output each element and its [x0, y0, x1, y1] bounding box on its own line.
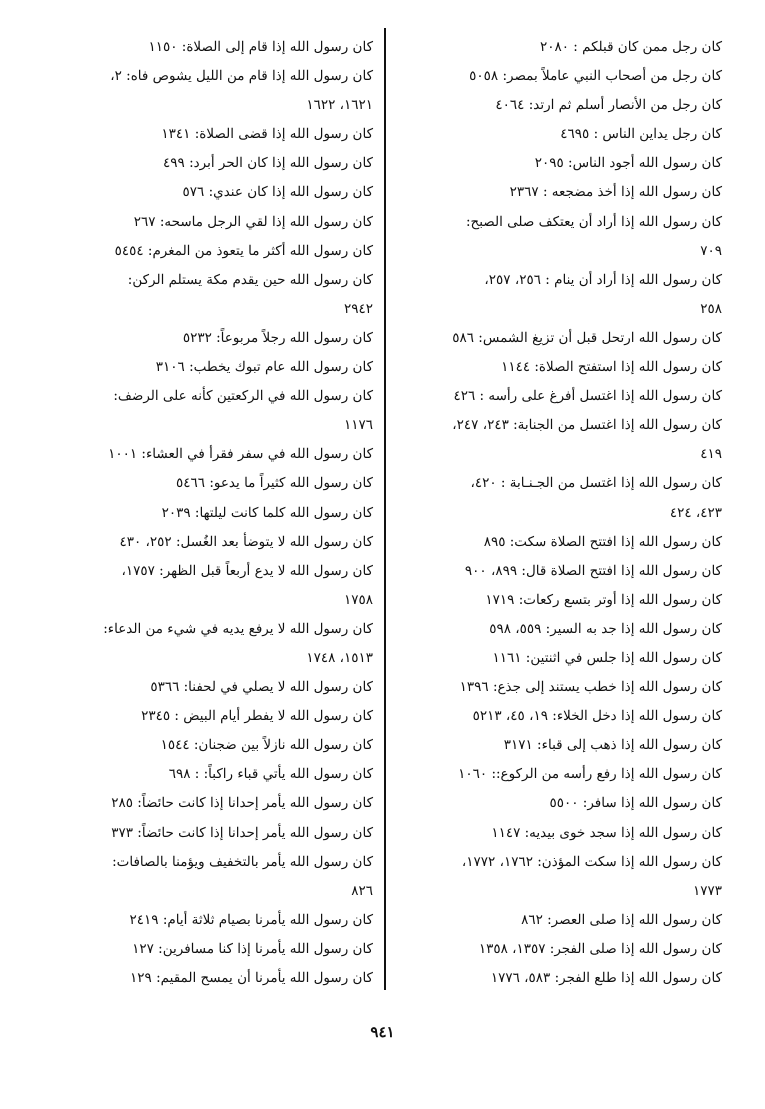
index-entry: كان رجل يداين الناس : ٤٦٩٥ [560, 126, 722, 143]
index-entry: كان رسول الله إذا لقي الرجل ماسحه: ٢٦٧ [133, 213, 373, 230]
index-entry: كان رسول الله إذا قضى الصلاة: ١٣٤١ [161, 126, 373, 143]
index-entry: ١١٧٦ [343, 417, 373, 434]
index-entry: كان رسول الله إذا طلع الفجر: ٥٨٣، ١٧٧٦ [490, 970, 722, 986]
index-entry: ١٦٢١، ١٦٢٢ [306, 97, 373, 114]
page-number: ٩٤١ [370, 1023, 395, 1041]
index-entry: كان رسول الله إذا أراد أن يعتكف صلى الصبح: [465, 213, 722, 230]
index-entry: كان رسول الله إذا رفع رأسه من الركوع:: ١٠٦٠ [458, 766, 722, 783]
index-entry: كان رسول الله رجلاً مربوعاً: ٥٢٣٢ [182, 329, 373, 346]
index-entry: كان رسول الله إذا اغتسل من الجنابة: ٢٤٣، ٢٤٧، [452, 417, 722, 434]
index-entry: كان رسول الله يأمرنا بصيام ثلاثة أيام: ٢٤١٩ [129, 911, 373, 928]
index-entry: كان رسول الله إذا سافر: ٥٥٠٠ [549, 795, 722, 812]
index-entry: كان رسول الله إذا افتتح الصلاة قال: ٨٩٩، ٩٠٠ [464, 562, 722, 579]
index-entry: كان رسول الله حين يقدم مكة يستلم الركن: [127, 271, 373, 288]
index-entry: كان رسول الله لا يتوضأ بعد الغُسل: ٢٥٢، ٤٣٠ [119, 533, 373, 550]
index-entry: كان رسول الله عام تبوك يخطب: ٣١٠٦ [155, 359, 373, 376]
index-entry: كان رسول الله إذا كان الحر أبرد: ٤٩٩ [163, 155, 373, 172]
index-entry: كان رسول الله يأمرنا أن يمسح المقيم: ١٢٩ [130, 970, 373, 986]
index-entry: كان رسول الله إذا اغتسل أفرغ على رأسه : ٤٢٦ [453, 388, 722, 405]
index-entry: كان رسول الله كلما كانت ليلتها: ٢٠٣٩ [161, 504, 373, 521]
index-entry: ١٥١٣، ١٧٤٨ [306, 649, 373, 666]
index-entry: ٨٢٦ [351, 882, 373, 899]
index-entry: كان رسول الله إذا افتتح الصلاة سكت: ٨٩٥ [483, 533, 722, 550]
index-entry: ١٧٧٣ [692, 882, 722, 899]
index-entry: كان رسول الله إذا سجد خوى بيديه: ١١٤٧ [491, 824, 722, 841]
index-entry: كان رسول الله إذا اغتسل من الجـنـابة : ٤٢٠، [470, 475, 722, 492]
index-entry: كان رسول الله لا يرفع يديه في شيء من الدعاء: [103, 620, 373, 637]
index-entry: كان رسول الله إذا صلى العصر: ٨٦٢ [521, 911, 722, 928]
index-entry: ٤١٩ [700, 446, 722, 463]
index-entry: كان رسول الله يأمر بالتخفيف ويؤمنا بالصافات: [112, 853, 373, 870]
index-entry: كان رسول الله إذا أوتر بتسع ركعات: ١٧١٩ [485, 591, 722, 608]
index-entry: ٤٢٣، ٤٢٤ [669, 504, 722, 521]
index-entry: كان رسول الله كثيراً ما يدعو: ٥٤٦٦ [176, 475, 373, 492]
index-entry: كان رسول الله يأمرنا إذا كنا مسافرين: ١٢٧ [132, 940, 373, 957]
index-entry: كان رجل ممن كان قبلكم : ٢٠٨٠ [539, 39, 722, 55]
index-entry: كان رسول الله نازلاً بين ضجنان: ١٥٤٤ [160, 737, 373, 754]
index-entry: كان رسول الله إذا أراد أن ينام : ٢٥٦، ٢٥٧، [484, 271, 722, 288]
index-entry: كان رسول الله إذا صلى الفجر: ١٣٥٧، ١٣٥٨ [478, 940, 722, 957]
index-entry: كان رسول الله يأمر إحدانا إذا كانت حائضاً: ٣٧٣ [111, 824, 373, 841]
index-entry: كان رسول الله يأتي قباء راكباً: : ٦٩٨ [168, 766, 373, 783]
index-entry: ٧٠٩ [700, 242, 722, 259]
index-entry: ٢٩٤٢ [343, 300, 373, 317]
index-entry: كان رسول الله لا يدع أربعاً قبل الظهر: ١٧٥٧، [121, 562, 373, 579]
index-entry: كان رسول الله أجود الناس: ٢٠٩٥ [534, 155, 722, 172]
index-entry: ٢٥٨ [700, 300, 722, 317]
index-entry: كان رسول الله أكثر ما يتعوذ من المغرم: ٥٤٥٤ [114, 242, 373, 259]
index-entry: كان رسول الله إذا خطب يستند إلى جذع: ١٣٩٦ [459, 679, 722, 696]
index-entry: ١٧٥٨ [343, 591, 373, 608]
index-column-left [48, 33, 373, 993]
index-entry: كان رسول الله في الركعتين كأنه على الرضف: [113, 388, 373, 405]
index-entry: كان رسول الله لا يصلي في لحفنا: ٥٣٦٦ [150, 679, 373, 696]
index-entry: كان رسول الله إذا كان عندي: ٥٧٦ [182, 184, 373, 201]
index-entry: كان رسول الله إذا دخل الخلاء: ١٩، ٤٥، ٥٢١٣ [472, 708, 722, 725]
index-entry: كان رسول الله إذا أخذ مضجعه : ٢٣٦٧ [509, 184, 722, 201]
index-entry: كان رجل من أصحاب النبي عاملاً بمصر: ٥٠٥٨ [469, 68, 722, 85]
index-entry: كان رسول الله إذا جد به السير: ٥٥٩، ٥٩٨ [489, 620, 722, 637]
index-column-right [397, 33, 722, 993]
index-entry: كان رسول الله إذا قام إلى الصلاة: ١١٥٠ [148, 39, 373, 55]
index-entry: كان رسول الله في سفر فقرأ في العشاء: ١٠٠١ [108, 446, 373, 463]
index-entry: كان رسول الله إذا سكت المؤذن: ١٧٦٢، ١٧٧٢، [461, 853, 722, 870]
index-entry: كان رجل من الأنصار أسلم ثم ارتد: ٤٠٦٤ [495, 97, 722, 114]
column-divider [384, 28, 386, 990]
index-entry: كان رسول الله إذا ذهب إلى قباء: ٣١٧١ [503, 737, 722, 754]
index-entry: كان رسول الله إذا جلس في اثنتين: ١١٦١ [492, 649, 722, 666]
index-entry: كان رسول الله إذا قام من الليل يشوص فاه: ٢، [110, 68, 373, 85]
index-entry: كان رسول الله لا يفطر أيام البيض : ٢٣٤٥ [141, 708, 373, 725]
index-entry: كان رسول الله يأمر إحدانا إذا كانت حائضاً: ٢٨٥ [111, 795, 373, 812]
index-entry: كان رسول الله إذا استفتح الصلاة: ١١٤٤ [501, 359, 722, 376]
index-entry: كان رسول الله ارتحل قبل أن تزيغ الشمس: ٥٨٦ [452, 329, 722, 346]
